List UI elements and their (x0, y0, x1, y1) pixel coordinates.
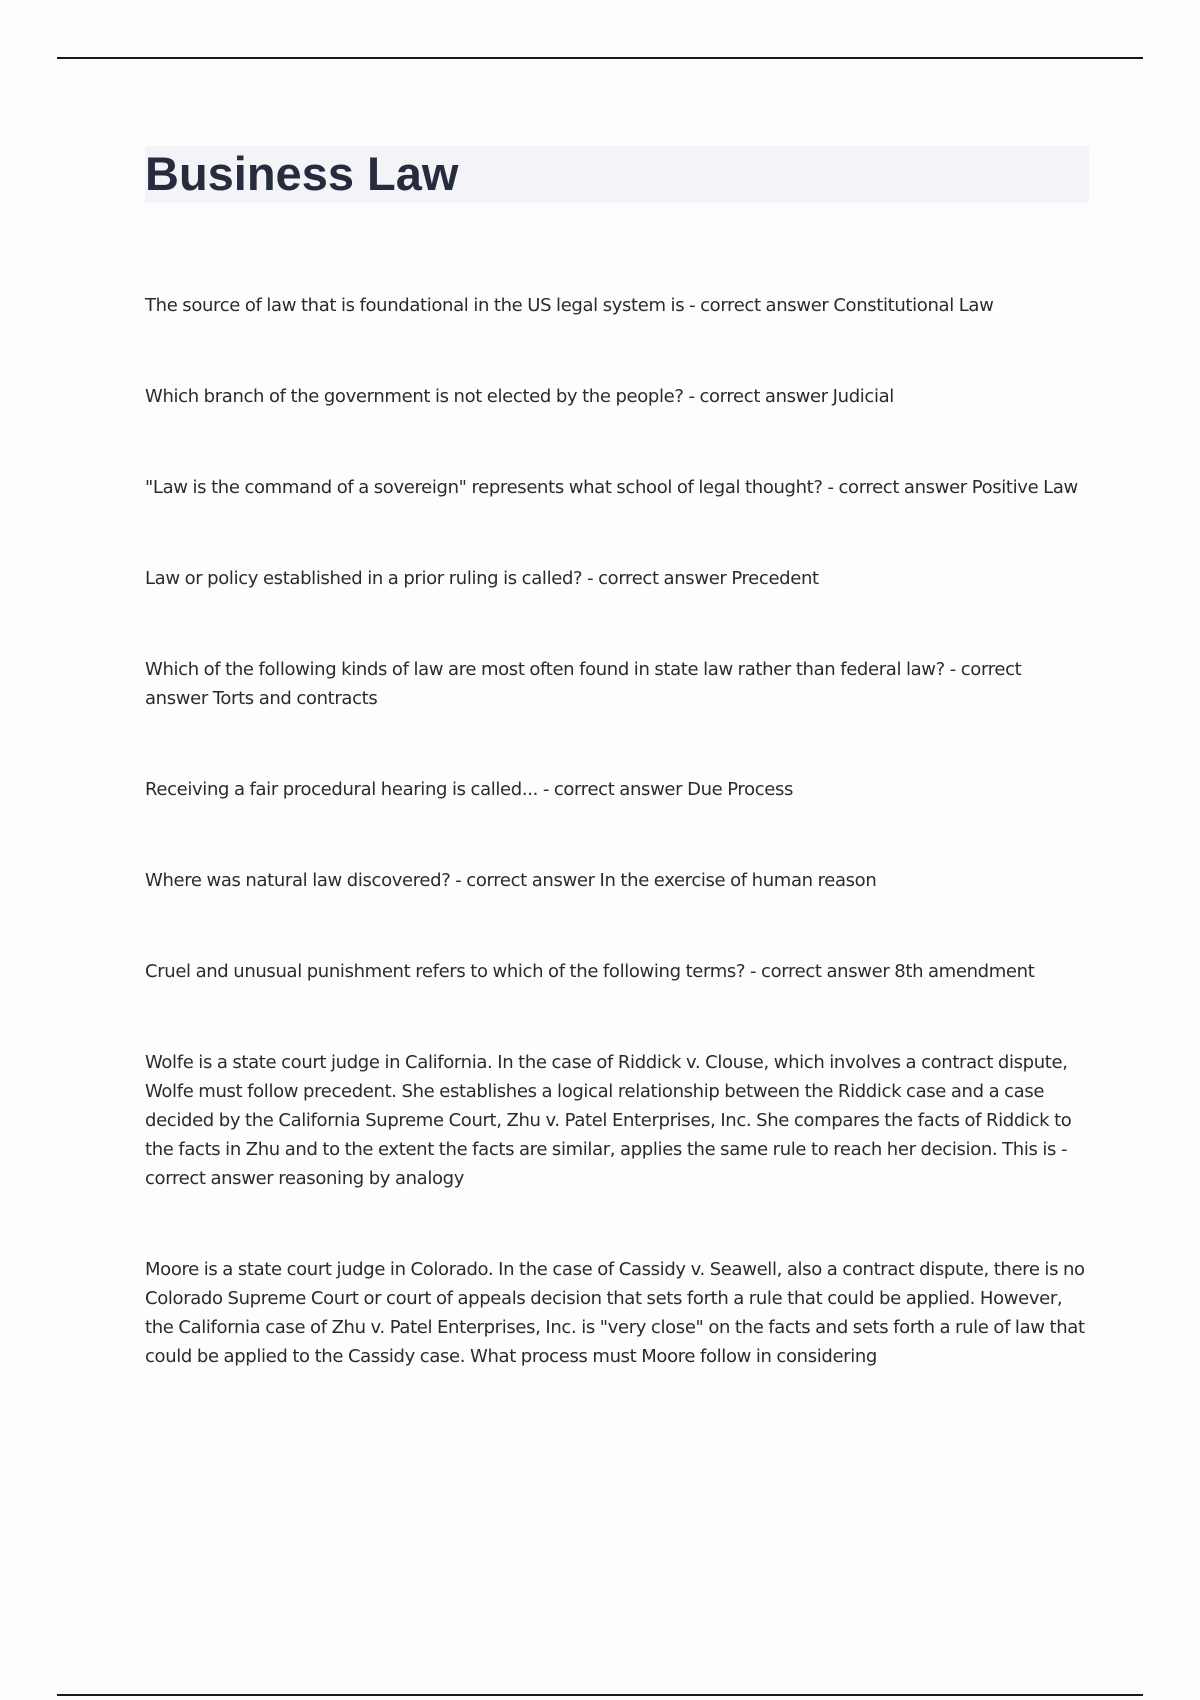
qa-item: Where was natural law discovered? - correct answer In the exercise of human reason (145, 870, 877, 891)
qa-item: Receiving a fair procedural hearing is called... - correct answer Due Process (145, 779, 794, 800)
qa-item: "Law is the command of a sovereign" represents what school of legal thought? - correct answer Positive Law (145, 477, 1078, 498)
qa-item: Wolfe is a state court judge in California. In the case of Riddick v. Clouse, which involves a contract dispute, Wolfe must follow precedent. She establishes a logical relationship between the Riddick case and a case decided by the California Supreme Court, Zhu v. Patel Enterprises, Inc. She compares the facts of Riddick to the facts in Zhu and to the extent the facts are similar, applies the same rule to reach her decision. This is - correct answer reasoning by analogy (145, 1052, 1072, 1189)
top-rule (57, 57, 1143, 59)
qa-item: Cruel and unusual punishment refers to which of the following terms? - correct answer 8th amendment (145, 961, 1035, 982)
qa-item: Which of the following kinds of law are most often found in state law rather than federal law? - correct answer Torts and contracts (145, 659, 1022, 709)
qa-item: The source of law that is foundational in the US legal system is - correct answer Constitutional Law (145, 295, 994, 316)
qa-item: Moore is a state court judge in Colorado. In the case of Cassidy v. Seawell, also a contract dispute, there is no Colorado Supreme Court or court of appeals decision that sets forth a rule that could be applied. However, the California case of Zhu v. Patel Enterprises, Inc. is "very close" on the facts and sets forth a rule of law that could be applied to the Cassidy case. What process must Moore follow in considering (145, 1259, 1085, 1367)
qa-list (145, 291, 1089, 1433)
qa-item: Which branch of the government is not elected by the people? - correct answer Judicial (145, 386, 894, 407)
document-title: Business Law (145, 147, 459, 200)
qa-item: Law or policy established in a prior ruling is called? - correct answer Precedent (145, 568, 819, 589)
bottom-rule (57, 1694, 1143, 1696)
